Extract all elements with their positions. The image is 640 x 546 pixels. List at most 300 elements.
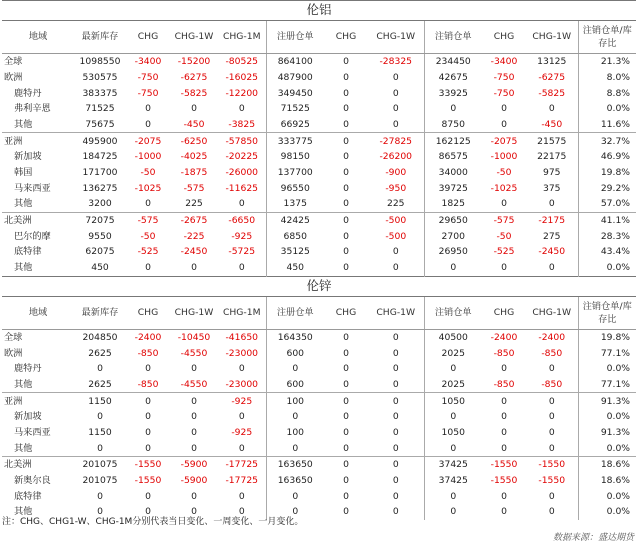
value-cell: -41650 [225,331,259,343]
region-cell: 其他 [14,118,33,130]
table-row [2,473,636,489]
region-cell: 马来西亚 [14,182,51,194]
value-cell: 3200 [88,198,112,210]
region-cell: 亚洲 [2,133,74,149]
value-cell: -1550 [482,457,526,473]
value-cell: -2175 [526,212,578,228]
value-cell: 86575 [424,149,482,165]
value-cell: -500 [385,230,407,242]
value-cell: 0 [392,475,399,487]
value-cell: -5825 [538,87,566,99]
value-cell: 0 [97,411,103,423]
section-title: 伦锌 [2,276,636,296]
value-cell: 0 [238,442,245,454]
value-cell: 0.0% [578,361,636,377]
value-cell: 450 [91,262,109,274]
value-cell: 0 [191,411,197,423]
value-cell: -750 [137,87,159,99]
value-cell: 100 [266,393,324,409]
value-cell: 0 [392,87,399,99]
value-cell: 0 [343,230,349,242]
value-cell: 40500 [424,329,482,345]
value-cell: -27825 [368,133,424,149]
value-cell: 18.6% [578,473,636,489]
region-cell: 全球 [4,331,23,343]
value-cell: 0 [501,506,507,518]
value-cell: 0 [145,426,151,438]
value-cell: 0.0% [578,260,636,276]
value-cell: 0 [145,198,151,210]
value-cell: -750 [493,87,515,99]
region-cell: 北美洲 [2,212,74,228]
value-cell: -6275 [538,71,566,83]
value-cell: 0 [548,103,555,115]
value-cell: 0 [343,442,349,454]
value-cell: 0 [191,490,197,502]
value-cell: 9550 [88,230,112,242]
table-row [2,244,636,260]
value-cell: -925 [231,230,253,242]
value-cell: 0 [191,506,197,518]
value-cell: 0 [343,103,349,115]
table-row [2,149,636,165]
value-cell: 0 [170,393,218,409]
value-cell: 0 [343,378,349,390]
value-cell: -28325 [379,56,413,68]
value-cell: 0 [343,411,349,423]
value-cell: 13125 [537,56,567,68]
table-row [2,425,636,441]
value-cell: 18.6% [578,457,636,473]
value-cell: 201075 [82,475,118,487]
value-cell: 72075 [74,212,126,228]
value-cell: 0 [145,262,151,274]
table-row [2,440,636,456]
value-cell: -6275 [180,71,208,83]
value-cell: 0 [392,363,399,375]
value-cell: 0 [238,490,245,502]
value-cell: 19.8% [578,329,636,345]
value-cell: 0 [392,262,399,274]
value-cell: -2075 [482,133,526,149]
value-cell: 201075 [74,457,126,473]
table-row [2,196,636,212]
value-cell: -50 [140,167,156,179]
table-row [2,101,636,117]
value-cell: -5725 [228,246,256,258]
region-cell: 马来西亚 [14,426,51,438]
value-cell: 41.1% [578,212,636,228]
value-cell: 0 [424,489,482,505]
value-cell: -1550 [490,475,518,487]
value-cell: 0 [392,378,399,390]
value-cell: 19.8% [578,165,636,181]
column-header: 注册仓单 [266,21,324,54]
value-cell: 0 [343,506,349,518]
value-cell: 600 [266,377,324,393]
value-cell: -12200 [225,87,259,99]
value-cell: 0 [145,442,151,454]
value-cell: 62075 [85,246,115,258]
region-cell: 底特律 [14,490,42,502]
value-cell: 33925 [424,85,482,101]
table-row [2,85,636,101]
value-cell: 0 [424,440,482,456]
value-cell: 0 [343,246,349,258]
value-cell: -1550 [126,457,170,473]
value-cell: 0 [343,198,349,210]
value-cell: 0 [343,118,349,130]
header-row [2,21,636,54]
value-cell: -850 [137,378,159,390]
value-cell: 0 [501,198,507,210]
value-cell: 0 [392,71,399,83]
value-cell: 1825 [424,196,482,212]
value-cell: 0 [126,393,170,409]
region-cell: 鹿特丹 [14,87,42,99]
value-cell: -525 [137,246,159,258]
value-cell: 0 [343,167,349,179]
value-cell: -2675 [170,212,218,228]
value-cell: -2400 [538,331,566,343]
column-header: CHG-1W [368,21,424,54]
value-cell: 0 [191,442,197,454]
value-cell: -3400 [134,56,162,68]
value-cell: 0 [238,198,245,210]
value-cell: -1550 [538,475,566,487]
value-cell: 21.3% [578,54,636,70]
value-cell: -5900 [170,457,218,473]
value-cell: 0 [343,363,349,375]
value-cell: -6250 [170,133,218,149]
value-cell: 0 [324,133,368,149]
value-cell: 0 [191,262,197,274]
value-cell: 0 [145,103,151,115]
column-header: 地域 [2,296,74,329]
value-cell: 0 [266,504,324,520]
table-row [2,54,636,70]
value-cell: -4550 [180,347,208,359]
value-cell: -1025 [134,182,162,194]
table-row [2,117,636,133]
table-row [2,377,636,393]
column-header: CHG [324,296,368,329]
value-cell: 0 [145,118,151,130]
value-cell: -17725 [218,457,266,473]
value-cell: 0 [343,151,349,163]
value-cell: 29650 [424,212,482,228]
value-cell: 163650 [266,457,324,473]
value-cell: 6850 [266,229,324,245]
column-header: 注销仓单/库存比 [578,296,636,329]
value-cell: 21575 [526,133,578,149]
value-cell: 0 [266,440,324,456]
value-cell: -50 [140,230,156,242]
table-row [2,409,636,425]
region-cell: 其他 [14,378,33,390]
region-cell: 其他 [14,198,33,210]
value-cell: 0 [145,363,151,375]
value-cell: 0 [392,347,399,359]
value-cell: 600 [266,345,324,361]
value-cell: -4025 [180,151,208,163]
value-cell: 98150 [266,149,324,165]
table-row [2,181,636,197]
value-cell: 0 [191,426,197,438]
value-cell: 0 [482,393,526,409]
value-cell: 46.9% [578,149,636,165]
column-header: CHG [126,296,170,329]
region-cell: 欧洲 [4,347,23,359]
header-row [2,296,636,329]
value-cell: 0 [392,442,399,454]
value-cell: 333775 [266,133,324,149]
value-cell: 136275 [82,182,118,194]
column-header: CHG-1W [526,296,578,329]
column-header: CHG-1W [170,21,218,54]
value-cell: -850 [493,347,515,359]
value-cell: 8.8% [578,85,636,101]
value-cell: 0 [501,363,507,375]
value-cell: -575 [482,212,526,228]
value-cell: 0 [145,490,151,502]
value-cell: 0 [501,426,507,438]
table-row [2,212,636,228]
value-cell: -16025 [225,71,259,83]
value-cell: 0 [424,260,482,276]
value-cell: -1550 [134,475,162,487]
value-cell: -575 [126,212,170,228]
region-cell: 韩国 [14,167,33,179]
value-cell: 1050 [424,393,482,409]
region-cell: 底特律 [14,246,42,258]
value-cell: 0 [424,409,482,425]
table-row [2,329,636,345]
value-cell: 184725 [82,151,118,163]
value-cell: 164350 [266,329,324,345]
value-cell: 495900 [74,133,126,149]
region-cell: 北美洲 [2,457,74,473]
table-row [2,165,636,181]
column-header: 注册仓单 [266,296,324,329]
value-cell: 71525 [85,103,115,115]
value-cell: 0 [392,118,399,130]
section-title: 伦铝 [2,1,636,21]
value-cell: 2700 [424,229,482,245]
value-cell: 487900 [266,70,324,86]
value-cell: -6650 [218,212,266,228]
data-source: 数据来源：盛达期货 [552,533,634,543]
value-cell: 0 [548,442,555,454]
value-cell: 1098550 [79,56,121,68]
value-cell: 450 [266,260,324,276]
value-cell: -1000 [490,151,518,163]
value-cell: 0 [392,490,399,502]
value-cell: 0 [324,457,368,473]
value-cell: -2400 [490,331,518,343]
value-cell: -900 [385,167,407,179]
value-cell: -750 [137,71,159,83]
footer [2,512,634,542]
value-cell: -950 [385,182,407,194]
region-cell: 亚洲 [2,393,74,409]
inventory-table [2,0,636,520]
value-cell: -11625 [225,182,259,194]
value-cell: 162125 [424,133,482,149]
value-cell: 0 [392,246,399,258]
value-cell: -850 [137,347,159,359]
column-header: CHG [482,21,526,54]
value-cell: -26200 [379,151,413,163]
value-cell: 0 [501,490,507,502]
value-cell: 225 [185,198,203,210]
column-header: CHG [126,21,170,54]
value-cell: 0 [238,363,245,375]
value-cell: 37425 [424,457,482,473]
value-cell: 71525 [266,101,324,117]
value-cell: 375 [542,182,561,194]
value-cell: -3825 [228,118,256,130]
value-cell: 0 [97,442,103,454]
value-cell: 42675 [424,70,482,86]
value-cell: 2625 [88,378,112,390]
value-cell: 0 [526,393,578,409]
value-cell: 0 [392,506,399,518]
value-cell: -23000 [225,347,259,359]
value-cell: 0 [343,262,349,274]
column-header: 地域 [2,21,74,54]
column-header: CHG [324,21,368,54]
value-cell: 0 [501,262,507,274]
table-row [2,260,636,276]
value-cell: 0 [343,475,349,487]
value-cell: 0 [424,101,482,117]
value-cell: 0 [343,426,349,438]
value-cell: 234450 [424,54,482,70]
value-cell: 28.3% [578,229,636,245]
value-cell: 0 [145,506,151,518]
value-cell: 0 [548,426,555,438]
value-cell: 0 [548,506,555,518]
value-cell: 2025 [424,377,482,393]
section-title-row [2,1,636,21]
value-cell: 0 [343,87,349,99]
column-header: CHG-1M [218,296,266,329]
value-cell: 0 [238,506,245,518]
value-cell: -1025 [490,182,518,194]
value-cell: 225 [386,198,405,210]
value-cell: 39725 [424,181,482,197]
value-cell: 1150 [88,426,112,438]
column-header: CHG-1W [526,21,578,54]
value-cell: 34000 [424,165,482,181]
value-cell: -17725 [225,475,259,487]
value-cell: 77.1% [578,345,636,361]
value-cell: -50 [496,167,512,179]
value-cell: 0 [548,490,555,502]
value-cell: -1875 [180,167,208,179]
column-header: 注销仓单 [424,296,482,329]
table-row [2,133,636,149]
value-cell: -20225 [225,151,259,163]
value-cell: 0 [424,504,482,520]
value-cell: 0 [238,411,245,423]
value-cell: 100 [266,425,324,441]
value-cell: 77.1% [578,377,636,393]
value-cell: 66925 [266,117,324,133]
value-cell: -850 [541,378,563,390]
value-cell: 864100 [266,54,324,70]
region-cell: 新加坡 [14,151,42,163]
value-cell: 0 [97,506,103,518]
value-cell: -925 [231,426,253,438]
footnote: 注：CHG、CHG1-W、CHG-1M分别代表当日变化、一周变化、一月变化。 [2,517,304,527]
value-cell: 0 [145,411,151,423]
value-cell: 0 [191,103,197,115]
value-cell: 383375 [82,87,118,99]
region-cell: 其他 [14,506,33,518]
region-cell: 鹿特丹 [14,363,42,375]
value-cell: -57850 [218,133,266,149]
value-cell: 0 [501,118,507,130]
value-cell: 0 [343,331,349,343]
value-cell: 1050 [424,425,482,441]
value-cell: 0 [238,262,245,274]
column-header: 注销仓单/库存比 [578,21,636,54]
value-cell: -10450 [177,331,211,343]
value-cell: 275 [542,230,561,242]
table-row [2,489,636,505]
region-cell: 欧洲 [4,71,23,83]
value-cell: -26000 [225,167,259,179]
value-cell: 137700 [266,165,324,181]
value-cell: 91.3% [578,425,636,441]
value-cell: 75675 [85,118,115,130]
column-header: CHG-1W [170,296,218,329]
value-cell: -2400 [134,331,162,343]
value-cell: -225 [183,230,205,242]
value-cell: -23000 [225,378,259,390]
value-cell: 1375 [266,196,324,212]
value-cell: -450 [541,118,563,130]
column-header: 最新库存 [74,296,126,329]
value-cell: -2075 [126,133,170,149]
value-cell: 2625 [88,347,112,359]
section-title-row [2,276,636,296]
value-cell: 0 [324,212,368,228]
value-cell: -575 [183,182,205,194]
value-cell: 0 [392,331,399,343]
table-row [2,70,636,86]
value-cell: 26950 [424,244,482,260]
value-cell: -450 [183,118,205,130]
value-cell: 43.4% [578,244,636,260]
table-row [2,345,636,361]
value-cell: 8.0% [578,70,636,86]
value-cell: 530575 [82,71,118,83]
value-cell: 29.2% [578,181,636,197]
value-cell: 0 [501,442,507,454]
value-cell: 11.6% [578,117,636,133]
value-cell: 0 [266,361,324,377]
value-cell: -850 [493,378,515,390]
value-cell: 0.0% [578,489,636,505]
value-cell: 0 [501,103,507,115]
value-cell: 0 [266,489,324,505]
table-row [2,393,636,409]
value-cell: -525 [493,246,515,258]
value-cell: 32.7% [578,133,636,149]
